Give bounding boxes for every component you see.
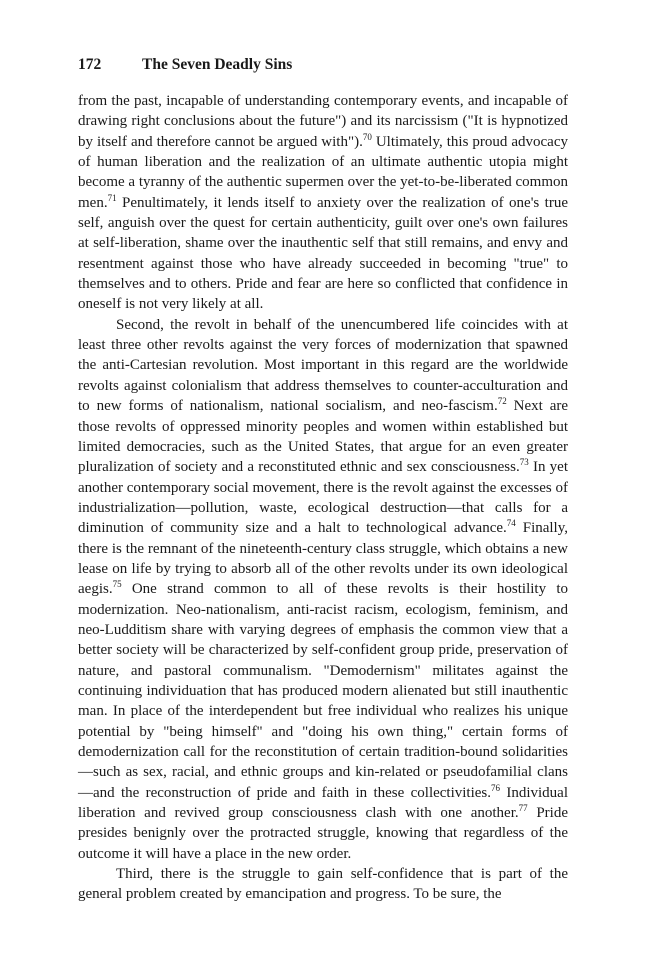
paragraph-text: Finally, there is the remnant of the nineteenth-century class struggle, which obtains a new lease on life by trying to absorb all of the other revolts under its own ideological aegis. <box>78 520 569 598</box>
paragraph <box>78 864 568 905</box>
paragraph-text: Next are those revolts of oppressed minority peoples and women within established but limited democracies, such as the United States, that argue for an even greater pluralization of society and a reconstituted ethnic and sex consciousness. <box>78 398 569 476</box>
paragraph-text: Third, there is the struggle to gain self-confidence that is part of the general problem created by emancipation and progress. To be sure, the <box>78 866 568 903</box>
page-number: 172 <box>78 56 102 73</box>
footnote-reference: 74 <box>506 518 516 529</box>
paragraph <box>78 91 568 315</box>
book-page <box>78 56 568 905</box>
footnote-reference: 70 <box>362 131 372 142</box>
running-title: The Seven Deadly Sins <box>142 56 293 73</box>
paragraph-text: Ultimately, this proud advocacy of human liberation and the realization of an ultimate authentic utopia might become a tyranny of the authentic supermen over the yet-to-be-liberated common men. <box>78 133 568 211</box>
footnote-reference: 72 <box>497 396 507 407</box>
paragraph-text: Penultimately, it lends itself to anxiety over the realization of one's true self, anguish over the quest for certain authenticity, guilt over one's own failures at self-liberation, shame over the inauthentic self that still remains, and envy and resentment against those who have already succeeded in becoming "true" to themselves and to others. Pride and fear are here so conflicted that confidence in oneself is not very likely at all. <box>78 194 568 313</box>
footnote-reference: 75 <box>112 579 122 590</box>
paragraph-text: Second, the revolt in behalf of the unencumbered life coincides with at least three other revolts against the very forces of modernization that spawned the anti-Cartesian revolution. Most important in this regard are the worldwide revolts against colonialism that address themselves to counter-acculturation and to new forms of nationalism, national socialism, and neo-fascism. <box>78 316 568 415</box>
body-text <box>78 91 568 905</box>
paragraph-text: from the past, incapable of understanding contemporary events, and incapable of drawing right conclusions about the future") and its narcissism ("It is hypnotized by itself and therefore cannot be argued with"). <box>78 93 568 150</box>
paragraph <box>78 315 568 864</box>
paragraph-text: One strand common to all of these revolts is their hostility to modernization. Neo-nationalism, anti-racist racism, ecologism, feminism, and neo-Ludditism share with varying degrees of emphasis the common view that a better society will be characterized by self-confident group pride, preservation of nature, and pastoral communalism. "Demodernism" militates against the continuing individuation that has produced modern alienated but still inauthentic man. In place of the interdependent but free individual who realizes his unique potential by "being himself" and "doing his own thing," certain forms of demodernization call for the reconstitution of certain tradition-bound solidarities—such as sex, racial, and ethnic groups and kin-related or pseudofamilial clans—and the reconstruction of pride and faith in these collectivities. <box>78 581 568 801</box>
page-header <box>78 56 568 76</box>
paragraph-text: Pride presides benignly over the protracted struggle, knowing that regardless of the outcome it will have a place in the new order. <box>78 805 568 862</box>
paragraph-text: In yet another contemporary social movement, there is the revolt against the excesses of industrialization—pollution, waste, ecological destruction—that calls for a diminution of community size and a halt to technological advance. <box>78 459 569 537</box>
footnote-reference: 77 <box>518 803 528 814</box>
footnote-reference: 73 <box>519 457 529 468</box>
footnote-reference: 76 <box>491 782 501 793</box>
footnote-reference: 71 <box>107 192 117 203</box>
paragraph-text: Individual liberation and revived group consciousness clash with one another. <box>78 784 568 822</box>
